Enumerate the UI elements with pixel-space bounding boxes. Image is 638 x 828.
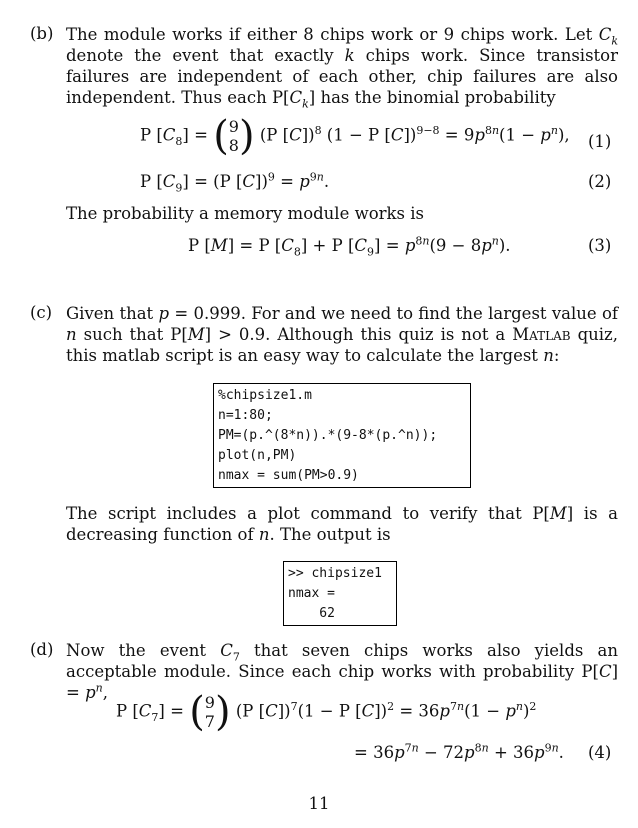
equation-4a: P $[C_7] = (9$ 7) (P [C])$^7$(1 − P $[C])^2 = 36p^{7n}(1 - p^n)^2$ bbox=[116, 689, 537, 735]
page-number: 11 bbox=[308, 794, 330, 813]
part-b-paragraph: The module works if either 8 chips work or 9 chips work. Let $C_k$ denote the event that exactly k chips work. Since transistor failures are independent of each other, chip failures are also independent. Thus each $P[C_k]$ has the binomial probability bbox=[66, 25, 618, 111]
script-output-box: >> chipsize1 nmax = 62 bbox=[283, 561, 397, 626]
part-c-paragraph: Given that p = 0.999. For and we need to find the largest value of n such that P[M] > 0.9. Although this quiz is not a Matlab quiz, this matlab script is an easy way to calculate the largest n: bbox=[66, 304, 618, 365]
part-c-label: (c) bbox=[30, 303, 53, 322]
part-d-paragraph: Now the event $C_7$ that seven chips works also yields an acceptable module. Since each chip works with probability $P[C] = p^n$, bbox=[66, 641, 619, 702]
matlab-script-box: %chipsize1.m n=1:80; PM=(p.^(8*n)).*(9-8*(p.^n)); plot(n,PM) nmax = sum(PM>0.9) bbox=[213, 383, 471, 488]
part-c-text2: The script includes a plot command to verify that P[M] is a decreasing function of n. The output is bbox=[66, 504, 618, 544]
equation-1: P $[C_8] = (9$ 8) (P [C])$^8$ (1 − P $[C])^{9-8} = 9p^{8n}(1 - p^n)$, bbox=[140, 113, 570, 159]
equation-1-number: (1) bbox=[588, 132, 612, 151]
equation-2-number: (2) bbox=[588, 172, 612, 191]
equation-2: P $[C_9] = (P$ $[C])^9 = p^{9n}$. bbox=[140, 170, 330, 195]
equation-4b: = $36p^{7n} - 72p^{8n} + 36p^{9n}$. bbox=[354, 741, 564, 762]
equation-3-number: (3) bbox=[588, 236, 612, 255]
part-b-text2: The probability a memory module works is bbox=[66, 204, 424, 223]
equation-4-number: (4) bbox=[588, 743, 612, 762]
equation-3: P [M] = P $[C_8] + P$ $[C_9] = p^{8n}(9 - 8p^n)$. bbox=[188, 234, 511, 259]
part-d-label: (d) bbox=[30, 640, 54, 659]
part-b-label: (b) bbox=[30, 24, 54, 43]
